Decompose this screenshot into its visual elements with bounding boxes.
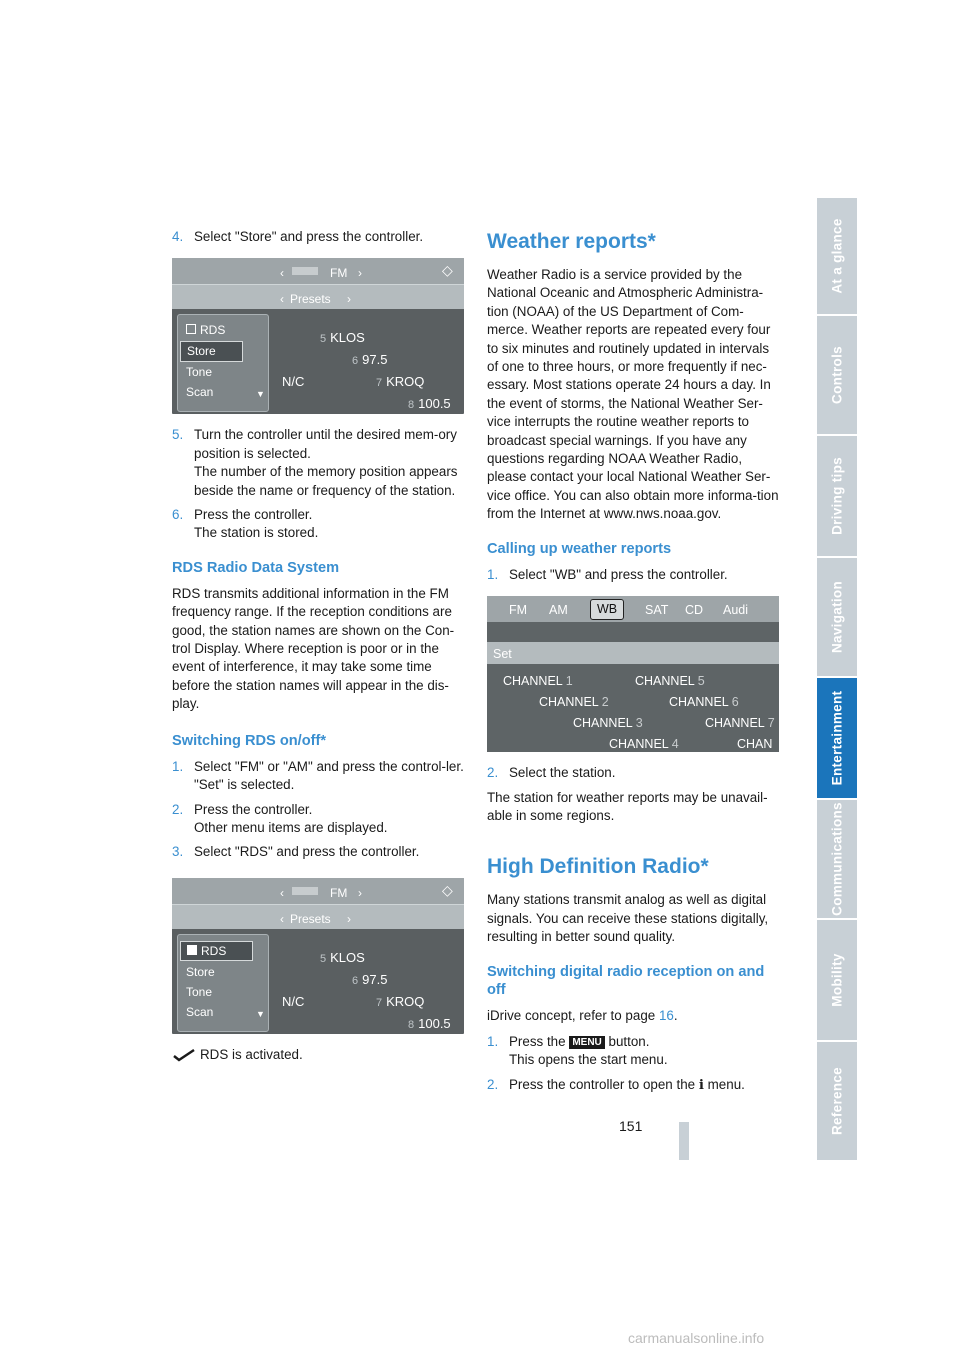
hd-radio-paragraph: Many stations transmit analog as well as digital signals. You can receive these stations digitally, resulting in better sound quality. (487, 892, 769, 945)
page-marker (679, 1122, 689, 1160)
channel-item[interactable]: CHANNEL 4 (609, 737, 679, 752)
station-partial: N/C (282, 374, 305, 390)
presets-label: Presets (290, 911, 331, 926)
popup-menu (177, 934, 269, 1032)
chevron-left-icon: ‹ (280, 266, 284, 281)
rds-activated-note: RDS is activated. (172, 1046, 464, 1064)
info-icon: i (698, 1076, 704, 1093)
checkbox-icon (186, 324, 196, 334)
channel-item[interactable]: CHANNEL 6 (669, 695, 739, 710)
tab-entertainment[interactable]: Entertainment (817, 678, 857, 798)
channel-item[interactable]: CHANNEL 3 (573, 716, 643, 731)
menu-item-scan[interactable]: Scan (186, 385, 214, 400)
menu-item-store[interactable]: Store (180, 341, 243, 361)
set-label[interactable]: Set (493, 647, 512, 662)
step-4: 4. Select "Store" and press the controller. (172, 229, 424, 244)
presets-label: Presets (290, 292, 331, 307)
station-item[interactable]: 8 100.5 (408, 1015, 451, 1031)
tab-mobility[interactable]: Mobility (817, 920, 857, 1040)
switch-rds-heading: Switching RDS on/off* (172, 732, 327, 749)
hd-radio-heading: High Definition Radio* (487, 855, 709, 879)
tab-at-a-glance[interactable]: At a glance (817, 198, 857, 314)
tab-cd[interactable]: CD (685, 603, 704, 618)
chevron-right-icon: › (358, 885, 362, 900)
radio-screen-rds (172, 878, 464, 1034)
band-indicator-icon (292, 887, 318, 895)
weather-heading: Weather reports* (487, 230, 656, 253)
tab-fm[interactable]: FM (509, 603, 528, 618)
chevron-left-icon: ‹ (280, 885, 284, 900)
right-column (487, 230, 779, 1100)
station-item[interactable]: 8 100.5 (408, 396, 451, 412)
channel-item[interactable]: CHANNEL 2 (539, 695, 609, 710)
station-item[interactable]: 7 KROQ (376, 374, 425, 390)
step-5: 5. Turn the controller until the desired mem-ory position is selected. The number of the memory position appears beside the name or frequency of the station. (172, 427, 458, 498)
controller-icon: ◇ (442, 262, 453, 279)
step-2: 2. Select the station. (487, 765, 616, 781)
controller-icon: ◇ (442, 881, 453, 898)
step-1: 1. Select "WB" and press the controller. (487, 566, 728, 582)
step-1: 1. Select "FM" or "AM" and press the control-ler. "Set" is selected. (172, 758, 464, 793)
watermark: carmanualsonline.info (628, 1330, 765, 1346)
calling-weather-heading: Calling up weather reports (487, 540, 672, 557)
left-column (172, 228, 464, 1064)
band-label: FM (330, 266, 348, 281)
step-3: 3. Select "RDS" and press the controller. (172, 844, 420, 860)
station-item[interactable]: 6 97.5 (352, 352, 388, 368)
page-number: 151 (619, 1118, 643, 1134)
chevron-left-icon: ‹ (280, 292, 284, 307)
station-item[interactable]: 5 KLOS (320, 330, 365, 346)
chevron-right-icon: › (347, 911, 351, 926)
channel-item[interactable]: CHANNEL 5 (635, 674, 705, 689)
idrive-reference: iDrive concept, refer to page 16. (487, 1007, 678, 1023)
menu-item-tone[interactable]: Tone (186, 984, 213, 999)
arrow-down-icon: ▼ (256, 1008, 265, 1019)
chevron-right-icon: › (358, 266, 362, 281)
tab-driving-tips[interactable]: Driving tips (817, 436, 857, 556)
tab-navigation[interactable]: Navigation (817, 558, 857, 676)
step-2: 2. Press the controller to open the i menu. (487, 1076, 745, 1093)
station-item[interactable]: 7 KROQ (376, 993, 425, 1009)
popup-menu (177, 314, 269, 412)
rds-paragraph: RDS transmits additional information in the FM frequency range. If the reception conditions are good, the station names are shown on the Con-trol Display. Where reception is poor or in the event of interference, it may take some time before the station names will appear in the dis-play. (172, 585, 455, 712)
menu-item-scan[interactable]: Scan (186, 1004, 214, 1019)
digital-reception-heading: Switching digital radio reception on and off (487, 963, 765, 998)
channel-item[interactable]: CHAN (737, 737, 773, 752)
tab-controls[interactable]: Controls (817, 316, 857, 434)
chevron-left-icon: ‹ (280, 911, 284, 926)
station-item[interactable]: 5 KLOS (320, 949, 365, 965)
step-2: 2. Press the controller. Other menu items are displayed. (172, 801, 388, 835)
tab-wb[interactable]: WB (590, 599, 624, 619)
rds-heading: RDS Radio Data System (172, 559, 340, 576)
menu-item-rds[interactable]: RDS (180, 941, 253, 961)
tab-audio[interactable]: Audi (723, 603, 749, 618)
step-6: 6. Press the controller. The station is stored. (172, 507, 319, 541)
channel-item[interactable]: CHANNEL 1 (503, 674, 573, 689)
tab-sat[interactable]: SAT (645, 603, 669, 618)
band-label: FM (330, 885, 348, 900)
checkbox-icon (187, 945, 197, 955)
station-partial: N/C (282, 993, 305, 1009)
weather-paragraph: Weather Radio is a service provided by the National Oceanic and Atmospheric Administra-tion (NOAA) of the US Department of Com-merce. Weather reports are repeated every four to six minutes and routinely updated in intervals of one to three hours, or more frequently if nec-essary. Most stations operate 24 hours a day. In the event of storms, the National Weather Ser-vice interrupts the routine weather reports to broadcast special warnings. If you have any questions regarding NOAA Weather Radio, please contact your local National Weather Ser-vice office. You can also obtain more informa-tion from the Internet at www.nws.noaa.gov. (487, 267, 779, 522)
radio-screen-store (172, 258, 464, 414)
chevron-right-icon: › (347, 292, 351, 307)
band-indicator-icon (292, 267, 318, 275)
step-1: 1. Press the MENU button. This opens the start menu. (487, 1033, 668, 1068)
arrow-down-icon: ▼ (256, 389, 265, 400)
page-link[interactable]: 16 (658, 1007, 674, 1023)
menu-button-icon: MENU (569, 1036, 604, 1049)
unavailable-note: The station for weather reports may be unavail-able in some regions. (487, 789, 768, 823)
menu-item-rds[interactable]: RDS (186, 321, 225, 339)
tab-reference[interactable]: Reference (817, 1042, 857, 1160)
tab-communications[interactable]: Communications (817, 800, 857, 918)
station-item[interactable]: 6 97.5 (352, 971, 388, 987)
tab-am[interactable]: AM (549, 603, 568, 618)
checkmark-icon (172, 1048, 196, 1062)
channel-item[interactable]: CHANNEL 7 (705, 716, 775, 731)
menu-item-tone[interactable]: Tone (186, 365, 213, 380)
weather-band-screen (487, 596, 779, 752)
menu-item-store[interactable]: Store (186, 964, 215, 979)
